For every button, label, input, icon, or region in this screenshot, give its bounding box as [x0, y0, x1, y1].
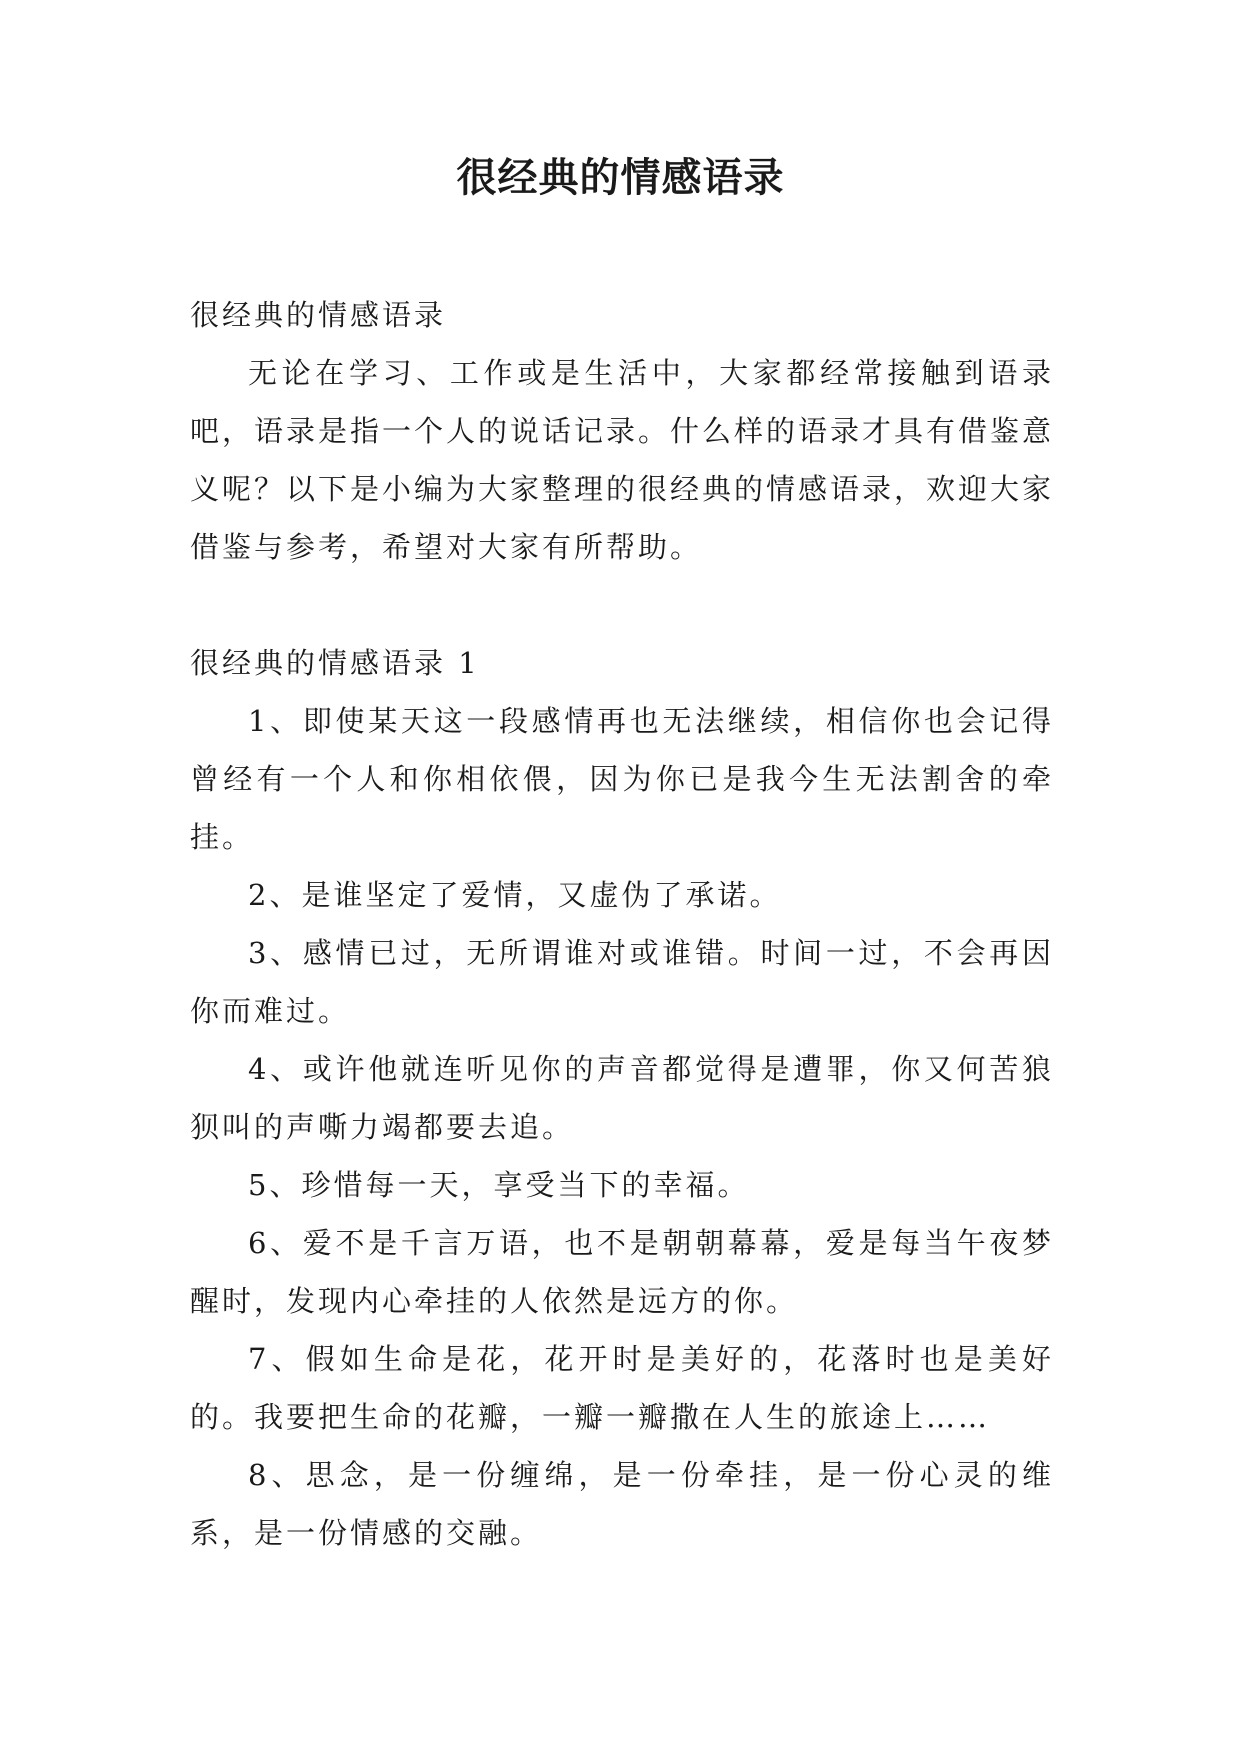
- quote-item: 7、假如生命是花，花开时是美好的，花落时也是美好的。我要把生命的花瓣，一瓣一瓣撒在人生的旅途上……: [190, 1342, 1054, 1434]
- quote-item: 3、感情已过，无所谓谁对或谁错。时间一过，不会再因你而难过。: [190, 936, 1054, 1028]
- intro-paragraph: 无论在学习、工作或是生活中，大家都经常接触到语录吧，语录是指一个人的说话记录。什么样的语录才具有借鉴意义呢？以下是小编为大家整理的很经典的情感语录，欢迎大家借鉴与参考，希望对大家有所帮助。: [190, 356, 1055, 564]
- section-heading: 很经典的情感语录 1: [190, 646, 480, 680]
- quote-item: 4、或许他就连听见你的声音都觉得是遭罪，你又何苦狼狈叫的声嘶力竭都要去追。: [190, 1052, 1054, 1144]
- subtitle: 很经典的情感语录: [190, 298, 447, 332]
- quote-item: 5、珍惜每一天，享受当下的幸福。: [248, 1168, 750, 1202]
- document-title: 很经典的情感语录: [456, 155, 785, 201]
- document-body: [190, 286, 1054, 1562]
- quote-item: 6、爱不是千言万语，也不是朝朝幕幕，爱是每当午夜梦醒时，发现内心牵挂的人依然是远方的你。: [190, 1226, 1054, 1318]
- quote-item: 2、是谁坚定了爱情，又虚伪了承诺。: [248, 878, 782, 912]
- quote-item: 8、思念，是一份缠绵，是一份牵挂，是一份心灵的维系，是一份情感的交融。: [190, 1458, 1054, 1550]
- quote-item: 1、即使某天这一段感情再也无法继续，相信你也会记得曾经有一个人和你相依偎，因为你已是我今生无法割舍的牵挂。: [190, 704, 1054, 854]
- section-spacer: [190, 576, 1054, 634]
